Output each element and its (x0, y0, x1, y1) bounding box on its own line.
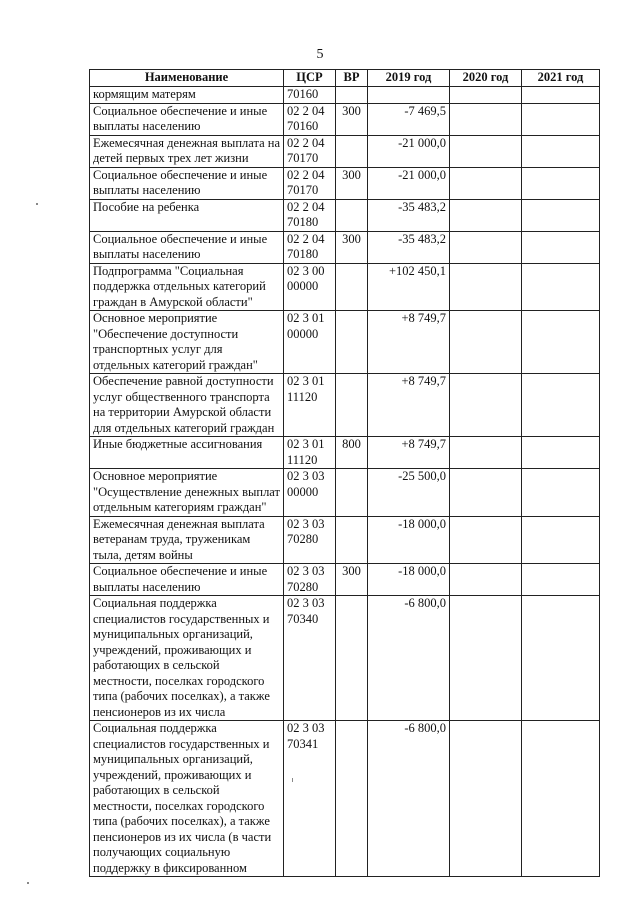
cell-2020 (450, 437, 522, 469)
cell-2021 (522, 87, 600, 104)
cell-vr (336, 263, 368, 311)
cell-2020 (450, 721, 522, 877)
cell-vr: 300 (336, 103, 368, 135)
cell-name: Социальное обеспечение и иные выплаты населению (90, 231, 284, 263)
cell-csr: 02 3 01 00000 (284, 311, 336, 374)
cell-name: Обеспечение равной доступности услуг общественного транспорта на территории Амурской области для отдельных категорий граждан (90, 374, 284, 437)
cell-2019 (368, 87, 450, 104)
table-row (90, 135, 600, 167)
cell-2020 (450, 263, 522, 311)
cell-vr (336, 199, 368, 231)
cell-2019: -6 800,0 (368, 596, 450, 721)
cell-csr: 02 3 01 11120 (284, 374, 336, 437)
table-row (90, 564, 600, 596)
cell-csr: 02 3 01 11120 (284, 437, 336, 469)
page-number: 5 (316, 47, 324, 62)
header-2019: 2019 год (368, 70, 450, 87)
table-row (90, 516, 600, 564)
cell-vr (336, 596, 368, 721)
cell-name: Социальная поддержка специалистов государственных и муниципальных организаций, учреждений, проживающих и работающих в сельской местности, поселках городского типа (рабочих поселках), а также пенсионеров из их числа (в части получающих социальную поддержку в фиксированном (90, 721, 284, 877)
cell-2021 (522, 311, 600, 374)
cell-2021 (522, 167, 600, 199)
cell-2021 (522, 135, 600, 167)
cell-2019: -18 000,0 (368, 564, 450, 596)
cell-2021 (522, 437, 600, 469)
header-vr: ВР (336, 70, 368, 87)
cell-2021 (522, 596, 600, 721)
cell-vr (336, 311, 368, 374)
cell-vr (336, 374, 368, 437)
cell-2021 (522, 374, 600, 437)
cell-vr: 800 (336, 437, 368, 469)
table-row (90, 231, 600, 263)
cell-vr (336, 135, 368, 167)
cell-2021 (522, 231, 600, 263)
cell-2020 (450, 135, 522, 167)
cell-name: Ежемесячная денежная выплата ветеранам труда, труженикам тыла, детям войны (90, 516, 284, 564)
table-row (90, 311, 600, 374)
cell-vr (336, 87, 368, 104)
scan-speck (27, 882, 29, 884)
cell-2020 (450, 231, 522, 263)
cell-2019: -21 000,0 (368, 167, 450, 199)
cell-name: Ежемесячная денежная выплата на детей первых трех лет жизни (90, 135, 284, 167)
cell-2021 (522, 516, 600, 564)
cell-csr: 02 3 03 70341 (284, 721, 336, 877)
cell-2019: +8 749,7 (368, 374, 450, 437)
cell-vr: 300 (336, 231, 368, 263)
cell-csr: 02 2 04 70160 (284, 103, 336, 135)
cell-2020 (450, 311, 522, 374)
cell-2019: -35 483,2 (368, 199, 450, 231)
cell-2020 (450, 564, 522, 596)
header-2020: 2020 год (450, 70, 522, 87)
table-header-row (90, 70, 600, 87)
cell-name: Социальное обеспечение и иные выплаты населению (90, 103, 284, 135)
cell-vr: 300 (336, 564, 368, 596)
cell-name: Социальное обеспечение и иные выплаты населению (90, 564, 284, 596)
cell-csr: 70160 (284, 87, 336, 104)
header-csr: ЦСР (284, 70, 336, 87)
cell-2019: -21 000,0 (368, 135, 450, 167)
header-name: Наименование (90, 70, 284, 87)
cell-csr: 02 3 03 70340 (284, 596, 336, 721)
header-2021: 2021 год (522, 70, 600, 87)
scan-speck (292, 778, 293, 782)
cell-name: Социальная поддержка специалистов государственных и муниципальных организаций, учреждений, проживающих и работающих в сельской местности, поселках городского типа (рабочих поселках), а также пенсионеров из их числа (90, 596, 284, 721)
cell-csr: 02 2 04 70180 (284, 199, 336, 231)
table-row (90, 199, 600, 231)
cell-csr: 02 2 04 70170 (284, 135, 336, 167)
cell-2021 (522, 199, 600, 231)
scan-speck (36, 203, 38, 205)
cell-2019: +8 749,7 (368, 311, 450, 374)
cell-csr: 02 3 00 00000 (284, 263, 336, 311)
cell-2020 (450, 516, 522, 564)
cell-2021 (522, 564, 600, 596)
cell-vr (336, 469, 368, 517)
cell-2021 (522, 469, 600, 517)
table-row (90, 596, 600, 721)
table-row (90, 374, 600, 437)
cell-name: Пособие на ребенка (90, 199, 284, 231)
table-row (90, 469, 600, 517)
cell-2020 (450, 199, 522, 231)
cell-2019: -18 000,0 (368, 516, 450, 564)
cell-2020 (450, 167, 522, 199)
cell-2019: -6 800,0 (368, 721, 450, 877)
cell-2020 (450, 103, 522, 135)
cell-vr (336, 516, 368, 564)
cell-2020 (450, 374, 522, 437)
table-row (90, 87, 600, 104)
cell-2019: +102 450,1 (368, 263, 450, 311)
cell-name: кормящим матерям (90, 87, 284, 104)
cell-csr: 02 3 03 00000 (284, 469, 336, 517)
table-row (90, 721, 600, 877)
cell-vr (336, 721, 368, 877)
cell-2019: -35 483,2 (368, 231, 450, 263)
cell-csr: 02 2 04 70170 (284, 167, 336, 199)
cell-name: Иные бюджетные ассигнования (90, 437, 284, 469)
cell-2021 (522, 721, 600, 877)
table-row (90, 263, 600, 311)
table-row (90, 167, 600, 199)
cell-2020 (450, 87, 522, 104)
cell-2019: -25 500,0 (368, 469, 450, 517)
cell-2020 (450, 596, 522, 721)
cell-name: Подпрограмма "Социальная поддержка отдельных категорий граждан в Амурской области" (90, 263, 284, 311)
cell-vr: 300 (336, 167, 368, 199)
table-row (90, 437, 600, 469)
cell-2019: +8 749,7 (368, 437, 450, 469)
cell-2020 (450, 469, 522, 517)
cell-name: Основное мероприятие "Обеспечение доступности транспортных услуг для отдельных категорий граждан" (90, 311, 284, 374)
cell-2019: -7 469,5 (368, 103, 450, 135)
cell-2021 (522, 103, 600, 135)
cell-name: Основное мероприятие "Осуществление денежных выплат отдельным категориям граждан" (90, 469, 284, 517)
cell-csr: 02 3 03 70280 (284, 516, 336, 564)
budget-table (89, 69, 600, 877)
table-row (90, 103, 600, 135)
cell-name: Социальное обеспечение и иные выплаты населению (90, 167, 284, 199)
cell-2021 (522, 263, 600, 311)
table-body (90, 87, 600, 877)
cell-csr: 02 3 03 70280 (284, 564, 336, 596)
cell-csr: 02 2 04 70180 (284, 231, 336, 263)
